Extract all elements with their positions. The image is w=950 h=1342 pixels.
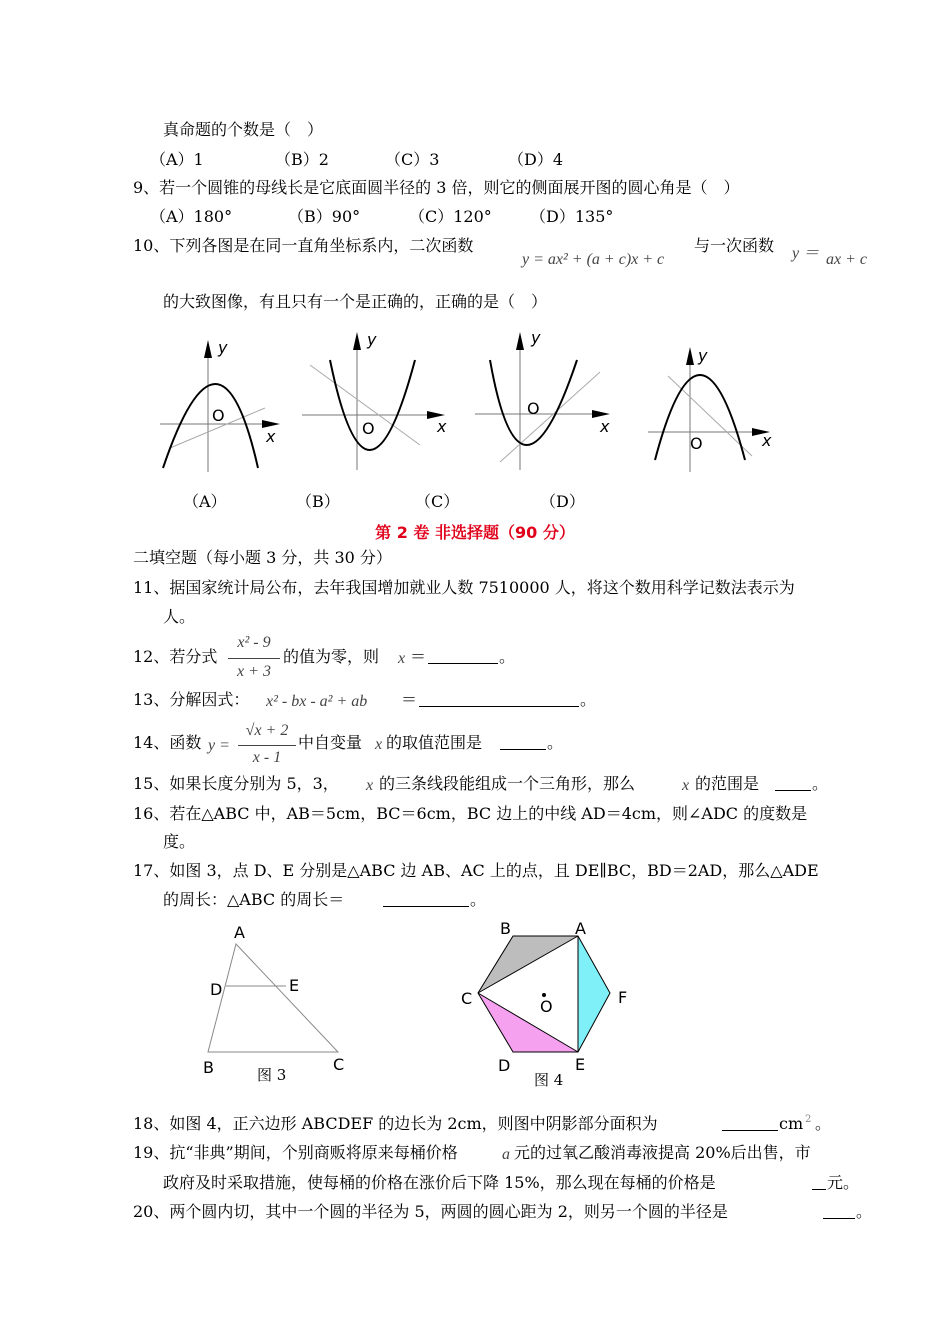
q15-mid: 的三条线段能组成一个三角形，那么 — [379, 774, 636, 793]
q12-mid: 的值为零，则 — [283, 647, 380, 666]
q10-d-origin: O — [690, 434, 703, 453]
q10-a-x-label: x — [266, 427, 276, 446]
q11-line1: 11、据国家统计局公布，去年我国增加就业人数 7510000 人，将这个数用科学记数法表示为 — [133, 578, 795, 597]
q19-answer-blank[interactable] — [812, 1173, 826, 1190]
q15-variable: x — [366, 777, 374, 794]
q10-c-y-label: y — [531, 328, 541, 347]
fig4-label-o: O — [540, 997, 553, 1016]
q14-answer-blank[interactable] — [500, 733, 546, 750]
q12-fraction-bar — [228, 658, 280, 659]
q18-unit: cm — [779, 1114, 804, 1133]
q13-end: 。 — [580, 690, 597, 709]
q15-prefix: 15、如果长度分别为 5，3， — [133, 774, 339, 793]
q18-prefix: 18、如图 4，正六边形 ABCDEF 的边长为 2cm，则图中阴影部分面积为 — [133, 1114, 658, 1133]
q14-mid: 中自变量 — [298, 733, 363, 752]
figure-4-hexagon — [0, 915, 950, 1085]
q16-line2: 度。 — [163, 832, 196, 851]
q12-numerator: x² - 9 — [237, 634, 271, 651]
q10-b-y-label: y — [367, 330, 377, 349]
fig4-label-c: C — [461, 989, 473, 1008]
q12-prefix: 12、若分式 — [133, 647, 218, 666]
q19-line1-rest: 元的过氧乙酸消毒液提高 20%后出售，市 — [514, 1143, 811, 1162]
q10-linear-formula-left: y ＝ — [792, 245, 820, 262]
q18-end: 。 — [815, 1114, 832, 1133]
q10-option-c: （C） — [415, 492, 460, 511]
fig4-label-e: E — [575, 1055, 586, 1074]
q8-option-a: （A）1 — [150, 150, 204, 169]
q12-end: 。 — [499, 647, 516, 666]
figure-4-caption: 图 4 — [534, 1071, 564, 1089]
q10-stem-a: 10、下列各图是在同一直角坐标系内，二次函数 — [133, 236, 474, 255]
q9-option-d: （D）135° — [530, 207, 614, 226]
q10-option-b: （B） — [296, 492, 340, 511]
q19-variable: a — [502, 1146, 510, 1163]
q19-line2-b: 元。 — [827, 1173, 860, 1192]
fig4-label-a: A — [575, 919, 586, 938]
fig4-label-f: F — [618, 988, 628, 1007]
fig3-label-d: D — [210, 980, 223, 999]
q10-b-origin: O — [362, 419, 375, 438]
q10-linear-formula-right: ax + c — [826, 251, 867, 268]
q10-a-origin: O — [212, 406, 225, 425]
q13-equals: ＝ — [401, 690, 418, 709]
q15-end: 。 — [812, 774, 829, 793]
q14-numerator: √x + 2 — [245, 722, 289, 739]
fig3-label-e: E — [289, 976, 300, 995]
fig4-cyan-region — [578, 936, 610, 1052]
fig4-label-d: D — [498, 1056, 511, 1075]
q20-prefix: 20、两个圆内切，其中一个圆的半径为 5，两圆的圆心距为 2，则另一个圆的半径是 — [133, 1202, 728, 1221]
q14-variable: x — [375, 736, 383, 753]
q15-mid2: 的范围是 — [695, 774, 760, 793]
q9-option-a: （A）180° — [150, 207, 233, 226]
q18-answer-blank[interactable] — [722, 1114, 778, 1131]
q14-lhs: y = — [208, 737, 230, 754]
q18-unit-sup: 2 — [805, 1114, 812, 1125]
q12-variable: x — [398, 650, 406, 667]
q15-answer-blank[interactable] — [775, 774, 811, 791]
q9-option-b: （B）90° — [288, 207, 361, 226]
q13-answer-blank[interactable] — [419, 690, 579, 707]
q19-prefix: 19、抗“非典”期间，个别商贩将原来每桶价格 — [133, 1143, 458, 1162]
q20-answer-blank[interactable] — [823, 1202, 855, 1219]
q10-option-a: （A） — [183, 492, 227, 511]
q14-end: 。 — [547, 733, 564, 752]
q10-d-x-label: x — [762, 431, 772, 450]
q14-fraction-bar — [238, 745, 296, 746]
q11-line2: 人。 — [163, 607, 196, 626]
q17-answer-blank[interactable] — [383, 890, 469, 907]
q17-line2-a: 的周长：△ABC 的周长＝ — [163, 890, 345, 909]
q10-stem-c: 的大致图像，有且只有一个是正确的，正确的是（ ） — [163, 292, 548, 311]
q9-option-c: （C）120° — [409, 207, 492, 226]
q14-prefix: 14、函数 — [133, 733, 202, 752]
q13-prefix: 13、分解因式： — [133, 690, 250, 709]
q17-line2-b: 。 — [470, 890, 487, 909]
q15-variable2: x — [682, 777, 690, 794]
q8-option-c: （C）3 — [385, 150, 440, 169]
q8-stem: 真命题的个数是（ ） — [163, 120, 324, 139]
q12-denominator: x + 3 — [237, 663, 271, 680]
fig3-label-b: B — [203, 1058, 214, 1077]
fig4-label-b: B — [500, 919, 511, 938]
q20-end: 。 — [856, 1202, 873, 1221]
q12-answer-blank[interactable] — [428, 647, 498, 664]
figure-3-caption: 图 3 — [257, 1066, 287, 1084]
q10-quadratic-formula: y = ax² + (a + c)x + c — [522, 251, 665, 268]
q8-option-b: （B）2 — [275, 150, 329, 169]
q14-denominator: x - 1 — [252, 749, 282, 766]
q8-option-d: （D）4 — [508, 150, 564, 169]
q10-c-origin: O — [527, 399, 540, 418]
fig3-label-a: A — [234, 923, 245, 942]
q16-line1: 16、若在△ABC 中，AB＝5cm，BC＝6cm，BC 边上的中线 AD＝4cm，则∠ADC 的度数是 — [133, 804, 808, 823]
q12-equals: ＝ — [410, 647, 427, 666]
q10-a-y-label: y — [218, 338, 228, 357]
q9-stem: 9、若一个圆锥的母线长是它底面圆半径的 3 倍，则它的侧面展开图的圆心角是（ ） — [133, 178, 740, 197]
q10-option-d: （D） — [540, 492, 585, 511]
q10-graph-a — [0, 320, 950, 490]
fig3-label-c: C — [333, 1055, 345, 1074]
q10-c-x-label: x — [600, 417, 610, 436]
q10-stem-b: 与一次函数 — [694, 236, 775, 255]
q10-b-x-label: x — [437, 417, 447, 436]
section2-heading: 二填空题（每小题 3 分，共 30 分） — [133, 548, 392, 567]
q10-d-y-label: y — [698, 346, 708, 365]
q19-line2-a: 政府及时采取措施，使每桶的价格在涨价后下降 15%，那么现在每桶的价格是 — [163, 1173, 716, 1192]
part2-title: 第 2 卷 非选择题（90 分） — [375, 523, 575, 542]
q17-line1: 17、如图 3，点 D、E 分别是△ABC 边 AB、AC 上的点，且 DE∥BC，BD＝2AD，那么△ADE — [133, 861, 819, 880]
q13-expression: x² - bx - a² + ab — [266, 693, 368, 710]
q14-mid2: 的取值范围是 — [386, 733, 483, 752]
